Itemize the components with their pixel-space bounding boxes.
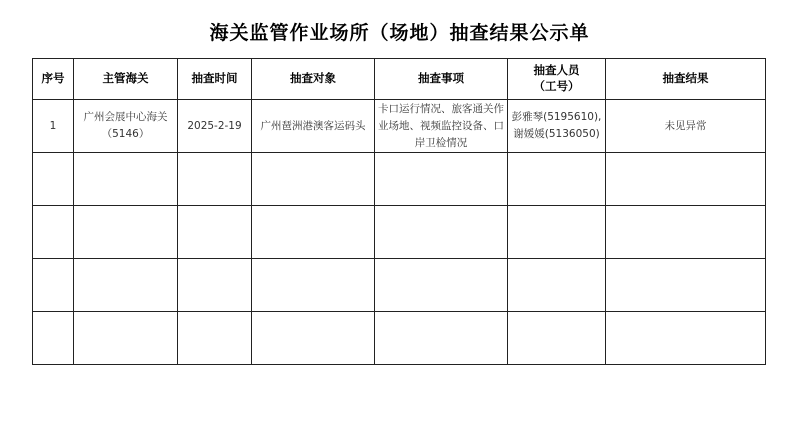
header-target: 抽查对象 — [252, 59, 375, 100]
empty-cell — [74, 312, 178, 365]
empty-cell — [252, 206, 375, 259]
cell-time — [178, 100, 252, 153]
empty-cell — [508, 206, 606, 259]
cell-seq — [33, 100, 74, 153]
empty-cell — [606, 312, 766, 365]
header-items: 抽查事项 — [375, 59, 508, 100]
cell-result — [606, 100, 766, 153]
results-table — [32, 58, 766, 365]
cell-target — [252, 100, 375, 153]
empty-cell — [33, 153, 74, 206]
empty-cell — [178, 153, 252, 206]
empty-cell — [33, 206, 74, 259]
header-seq: 序号 — [33, 59, 74, 100]
empty-cell — [606, 153, 766, 206]
empty-cell — [178, 259, 252, 312]
cell-time-text: 2025-2-19 — [187, 119, 242, 132]
table-row-empty — [33, 259, 766, 312]
empty-cell — [606, 206, 766, 259]
empty-cell — [508, 312, 606, 365]
empty-cell — [606, 259, 766, 312]
empty-cell — [375, 312, 508, 365]
empty-cell — [508, 153, 606, 206]
cell-result-text: 未见异常 — [664, 119, 707, 132]
cell-items-text: 卡口运行情况、旅客通关作业场地、视频监控设备、口岸卫检情况 — [378, 102, 504, 149]
empty-cell — [375, 153, 508, 206]
header-customs: 主管海关 — [74, 59, 178, 100]
empty-cell — [74, 153, 178, 206]
empty-cell — [252, 259, 375, 312]
cell-items — [375, 100, 508, 153]
header-time: 抽查时间 — [178, 59, 252, 100]
table-row — [33, 100, 766, 153]
header-inspector-line1: 抽查人员 — [533, 65, 580, 77]
empty-cell — [252, 153, 375, 206]
empty-cell — [252, 312, 375, 365]
empty-cell — [33, 312, 74, 365]
table-header-row — [33, 59, 766, 100]
cell-inspector — [508, 100, 606, 153]
empty-cell — [375, 259, 508, 312]
cell-customs-text: 广州会展中心海关（5146） — [83, 111, 168, 140]
empty-cell — [33, 259, 74, 312]
empty-cell — [178, 312, 252, 365]
empty-cell — [178, 206, 252, 259]
table-row-empty — [33, 206, 766, 259]
table-row-empty — [33, 312, 766, 365]
cell-customs — [74, 100, 178, 153]
cell-seq-text: 1 — [49, 119, 57, 132]
page-title: 海关监管作业场所（场地）抽查结果公示单 — [209, 22, 590, 44]
header-inspector — [508, 59, 606, 100]
empty-cell — [74, 259, 178, 312]
table-row-empty — [33, 153, 766, 206]
empty-cell — [375, 206, 508, 259]
header-inspector-line2: （工号） — [533, 81, 580, 93]
header-result: 抽查结果 — [606, 59, 766, 100]
cell-inspector-text: 彭雅琴(5195610),谢媛媛(5136050) — [511, 111, 602, 140]
empty-cell — [74, 206, 178, 259]
empty-cell — [508, 259, 606, 312]
cell-target-text: 广州琶洲港澳客运码头 — [260, 119, 366, 132]
